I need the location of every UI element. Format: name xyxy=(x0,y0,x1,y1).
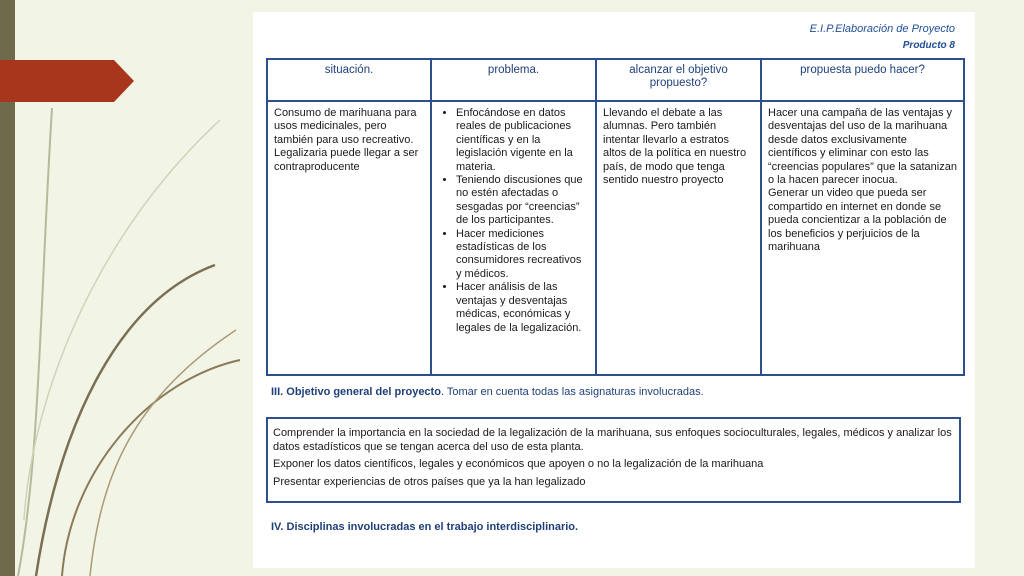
header-situacion: situación. xyxy=(267,59,431,101)
objective-item: Comprender la importancia en la sociedad de la legalización de la marihuana, sus enfoques socioculturales, legales, médicos y analizar los datos estadísticos que se tengan acerca del uso de esta planta. xyxy=(273,427,952,453)
section-3-text: . Tomar en cuenta todas las asignaturas involucradas. xyxy=(440,386,704,398)
header-title: E.I.P.Elaboración de Proyecto xyxy=(809,23,955,35)
header-problema: problema. xyxy=(431,59,596,101)
list-item: • Hacer mediciones estadísticas de los consumidores recreativos y médicos. xyxy=(456,228,589,282)
objectives-box xyxy=(266,417,961,503)
cell-situacion: Consumo de marihuana para usos medicinales, pero también para uso recreativo. Legalizaria puede llegar a ser contraproducente xyxy=(267,101,431,375)
table-header-row xyxy=(267,59,964,101)
propuesta-paragraph-1: Hacer una campaña de las ventajas y desventajas del uso de la marihuana desde datos exclusivamente científicos y eliminar con esto las “creencias populares” que la satanizan o la hacen parecer inocua. xyxy=(768,107,957,187)
objective-item: Exponer los datos científicos, legales y económicos que apoyen o no la legalización de la marihuana xyxy=(273,458,764,470)
section-3-heading xyxy=(271,386,704,398)
objective-item: Presentar experiencias de otros países que ya la han legalizado xyxy=(273,475,586,488)
header-alcanzar: alcanzar el objetivo propuesto? xyxy=(596,59,761,101)
header-propuesta: propuesta puedo hacer? xyxy=(761,59,964,101)
cell-propuesta xyxy=(761,101,964,375)
table-row xyxy=(267,101,964,375)
document-page xyxy=(253,12,975,568)
section-3-title: III. Objetivo general del proyecto xyxy=(271,386,441,398)
list-item: • Hacer análisis de las ventajas y desventajas médicas, económicas y legales de la legalización. xyxy=(456,281,589,335)
section-4-title: IV. Disciplinas involucradas en el trabajo interdisciplinario. xyxy=(271,521,579,533)
list-item: • Teniendo discusiones que no estén afectadas o sesgadas por “creencias” de los participantes. xyxy=(456,174,589,228)
plant-stems-decor xyxy=(0,0,260,576)
header-product: Producto 8 xyxy=(902,40,955,51)
project-table xyxy=(266,58,965,376)
cell-alcanzar: Llevando el debate a las alumnas. Pero también intentar llevarlo a estratos altos de la política en nuestro país, de modo que tenga sentido nuestro proyecto xyxy=(596,101,761,375)
section-4-heading xyxy=(271,521,578,533)
cell-problema xyxy=(431,101,596,375)
propuesta-paragraph-2: Generar un video que pueda ser compartido en internet en donde se pueda concientizar a la población de los beneficios y perjuicios de la marihuana xyxy=(768,187,947,254)
problema-list xyxy=(438,107,589,335)
list-item: • Enfocándose en datos reales de publicaciones científicas y en la legislación vigente en la materia. xyxy=(456,107,589,174)
